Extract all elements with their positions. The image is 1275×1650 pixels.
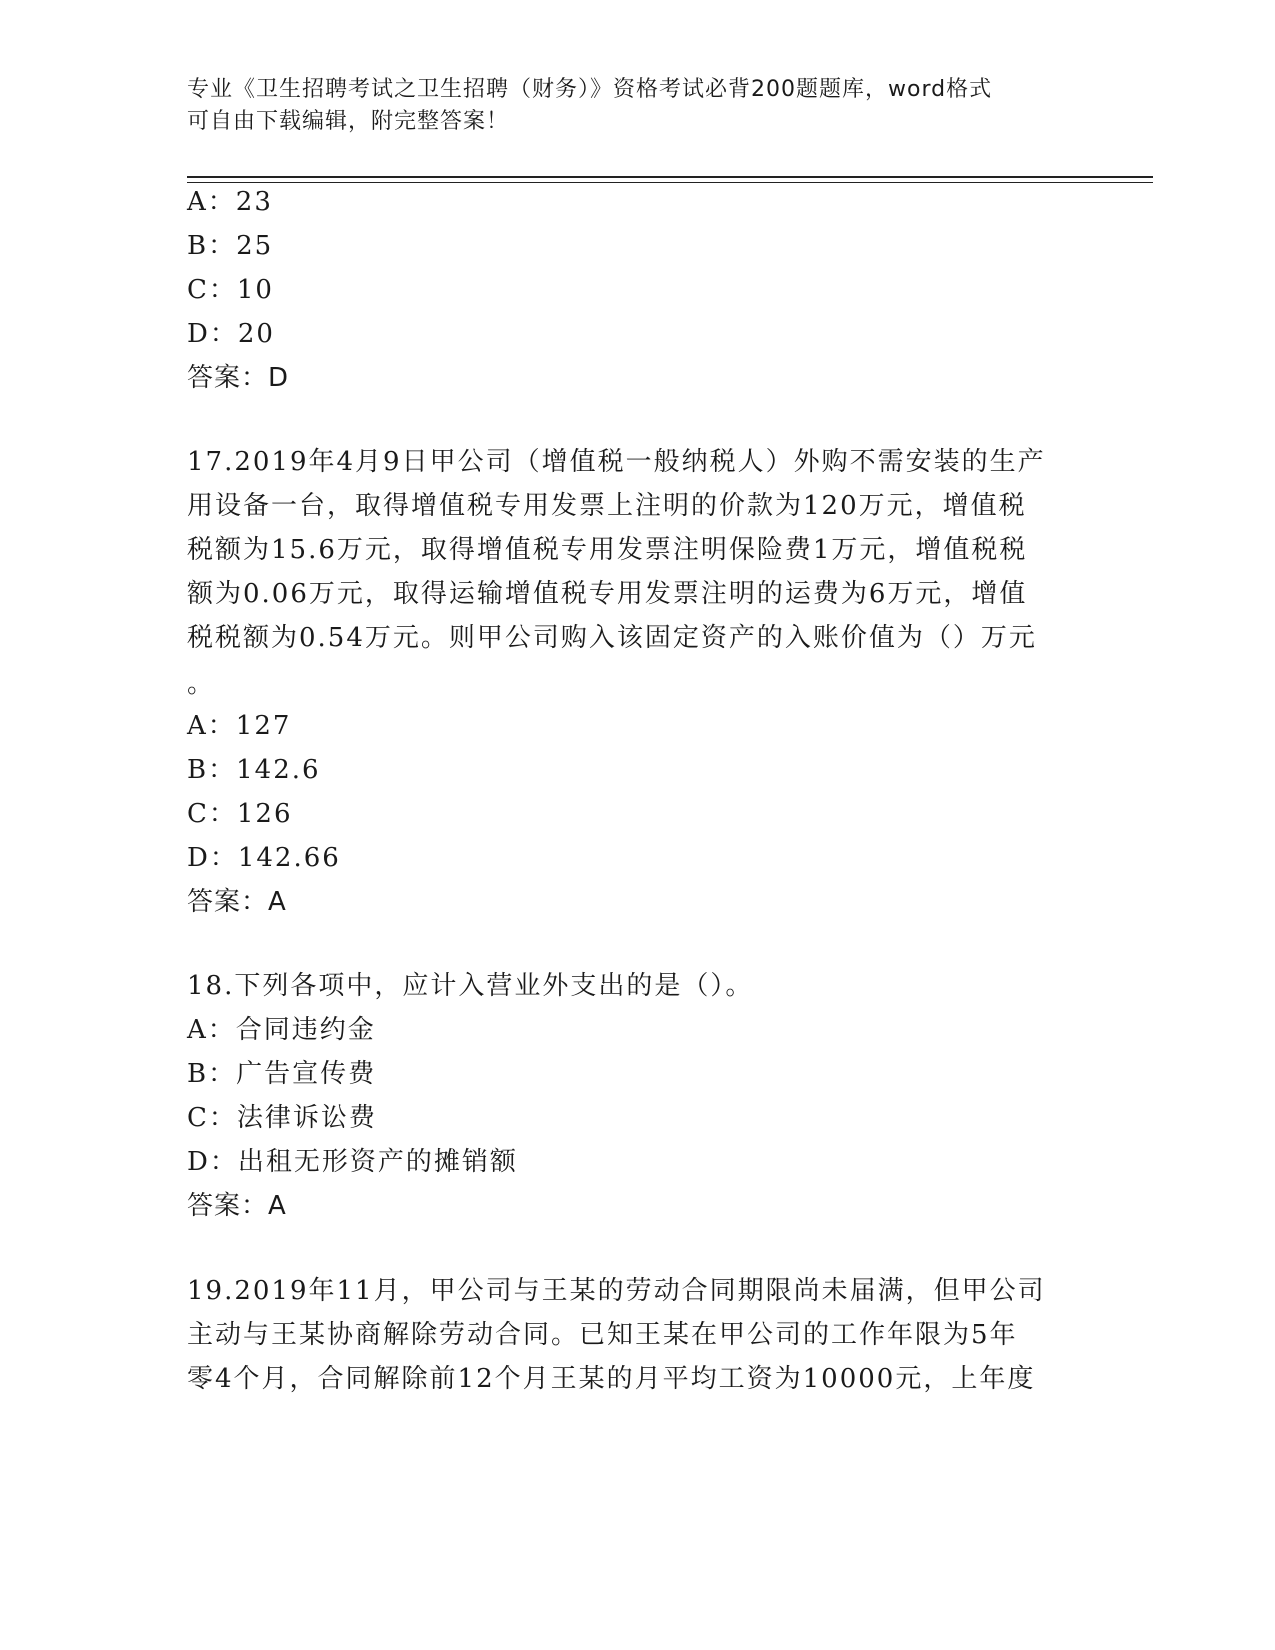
q18-option-c: C：法律诉讼费 <box>187 1103 377 1133</box>
q17-line-6: 。 <box>187 669 216 699</box>
q17-line-1: 17.2019年4月9日甲公司（增值税一般纳税人）外购不需安装的生产 <box>187 447 1046 477</box>
q16-option-c: C：10 <box>187 275 274 305</box>
q19-line-1: 19.2019年11月，甲公司与王某的劳动合同期限尚未届满，但甲公司 <box>187 1276 1046 1306</box>
q17-line-2: 用设备一台，取得增值税专用发票上注明的价款为120万元，增值税 <box>187 491 1027 521</box>
header-rule-thin <box>187 182 1153 183</box>
q18-option-b: B：广告宣传费 <box>187 1059 377 1089</box>
q18-answer: 答案：A <box>187 1191 287 1221</box>
q16-option-b: B：25 <box>187 231 274 261</box>
q19-line-2: 主动与王某协商解除劳动合同。已知王某在甲公司的工作年限为5年 <box>187 1320 1018 1350</box>
q17-answer: 答案：A <box>187 887 287 917</box>
q16-option-a: A：23 <box>187 187 273 217</box>
q19-line-3: 零4个月，合同解除前12个月王某的月平均工资为10000元，上年度 <box>187 1364 1036 1394</box>
q18-option-a: A：合同违约金 <box>187 1015 376 1045</box>
q17-line-3: 税额为15.6万元，取得增值税专用发票注明保险费1万元，增值税税 <box>187 535 1028 565</box>
header-rule-thick <box>187 176 1153 178</box>
q17-line-4: 额为0.06万元，取得运输增值税专用发票注明的运费为6万元，增值 <box>187 579 1028 609</box>
header-line-2: 可自由下载编辑，附完整答案！ <box>187 109 510 134</box>
q17-line-5: 税税额为0.54万元。则甲公司购入该固定资产的入账价值为（）万元 <box>187 623 1037 653</box>
q16-answer: 答案：D <box>187 363 290 393</box>
q17-option-b: B：142.6 <box>187 755 321 785</box>
q17-option-c: C：126 <box>187 799 293 829</box>
q17-option-a: A：127 <box>187 711 292 741</box>
q17-option-d: D：142.66 <box>187 843 341 873</box>
q18-option-d: D：出租无形资产的摊销额 <box>187 1147 518 1177</box>
q16-option-d: D：20 <box>187 319 275 349</box>
header-line-1: 专业《卫生招聘考试之卫生招聘（财务）》资格考试必背200题题库，word格式 <box>187 77 993 102</box>
q18-line-1: 18.下列各项中，应计入营业外支出的是（）。 <box>187 971 754 1001</box>
page-header <box>187 74 1067 138</box>
